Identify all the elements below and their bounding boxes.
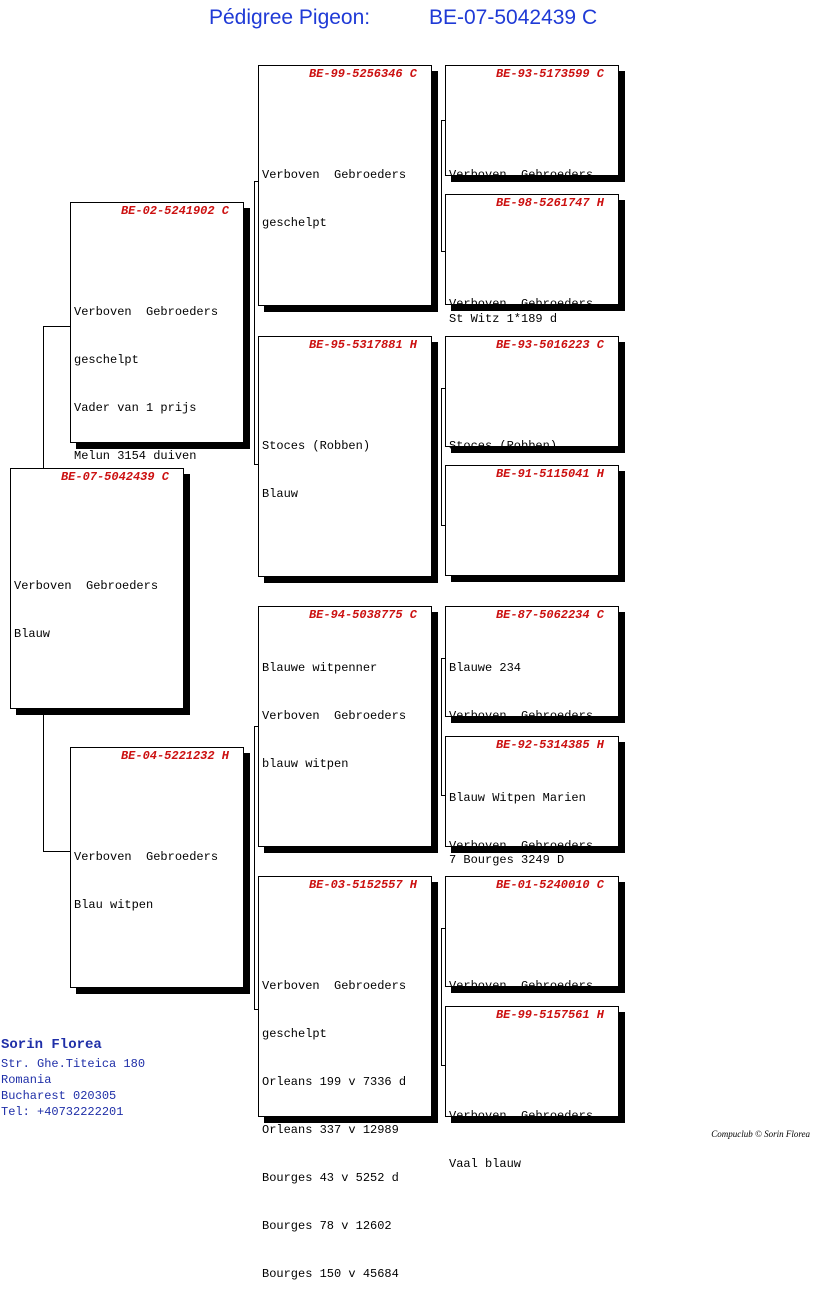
ring-number: BE-98-5261747 H [495,196,604,210]
owner-city: Bucharest 020305 [1,1089,117,1103]
pigeon-details: Verboven Gebroeders Vaal blauw [449,1109,594,1171]
pigeon-details: Blauw Witpen Marien Verboven Gebroeders [449,791,594,853]
pigeon-details: Stoces (Robben) [449,439,558,453]
ring-number: BE-99-5157561 H [495,1008,604,1022]
owner-name: Sorin Florea [1,1037,102,1053]
owner-street: Str. Ghe.Titeica 180 [1,1057,146,1071]
ring-number: BE-93-5173599 C [495,67,604,81]
pigeon-details: Blauwe witpenner Verboven Gebroeders blauw witpen [262,661,407,771]
pigeon-card-father-father[interactable] [258,65,432,306]
ring-number: BE-02-5241902 C [120,204,229,218]
ring-number: BE-94-5038775 C [308,608,417,622]
ring-number: BE-91-5115041 H [495,467,604,481]
owner-phone: Tel: +40732222201 [1,1105,124,1119]
pigeon-card-mother-mother[interactable] [258,876,432,1281]
ring-number: BE-01-5240010 C [495,878,604,892]
pigeon-card-mother[interactable] [70,747,244,988]
ring-number: BE-93-5016223 C [495,338,604,352]
ring-number: BE-92-5314385 H [495,738,604,752]
pigeon-details: Verboven Gebroeders geschelpt [262,168,407,230]
footer-credit: Compuclub © Sorin Florea [711,1129,810,1139]
pigeon-card-mmf[interactable] [445,876,619,993]
title-label: Pédigree Pigeon: [209,6,371,29]
pigeon-details: Verboven Gebroeders [449,297,594,311]
pigeon-card-father[interactable] [70,202,244,463]
pigeon-details: Verboven Gebroeders St Witz 1*189 d [449,168,594,326]
pigeon-card-mfm[interactable] [445,736,619,853]
ring-number: BE-07-5042439 C [60,470,169,484]
pigeon-details: Verboven Gebroeders [449,979,594,993]
pigeon-card-subject[interactable] [10,468,184,709]
page-title [0,4,816,32]
pigeon-card-fmm[interactable] [445,465,619,576]
ring-number: BE-99-5256346 C [308,67,417,81]
owner-info [1,1036,145,1120]
title-ring-number: BE-07-5042439 C [429,6,598,29]
pigeon-details: Stoces (Robben) Blauw [262,439,371,501]
owner-country: Romania [1,1073,52,1087]
pigeon-details: Verboven Gebroeders Blauw [14,579,159,641]
pigeon-details: Verboven Gebroeders geschelpt Vader van 1 prijs Melun 3154 duiven [74,305,219,463]
pigeon-card-father-mother[interactable] [258,336,432,577]
pigeon-details: Verboven Gebroeders geschelpt Orleans 199 v 7336 d Orleans 337 v 12989 Bourges 43 v 5252 d Bourges 78 v 12602 Bourges 150 v 45684 [262,979,407,1281]
ring-number: BE-87-5062234 C [495,608,604,622]
pigeon-card-ffm[interactable] [445,194,619,311]
pigeon-card-mother-father[interactable] [258,606,432,847]
ring-number: BE-03-5152557 H [308,878,417,892]
pigeon-card-mmm[interactable] [445,1006,619,1171]
pigeon-details: Verboven Gebroeders Blau witpen [74,850,219,912]
pigeon-card-fmf[interactable] [445,336,619,453]
pigeon-details: Blauwe 234 Verboven Gebroeders 7 Bourges 3249 D [449,661,594,867]
ring-number: BE-95-5317881 H [308,338,417,352]
ring-number: BE-04-5221232 H [120,749,229,763]
